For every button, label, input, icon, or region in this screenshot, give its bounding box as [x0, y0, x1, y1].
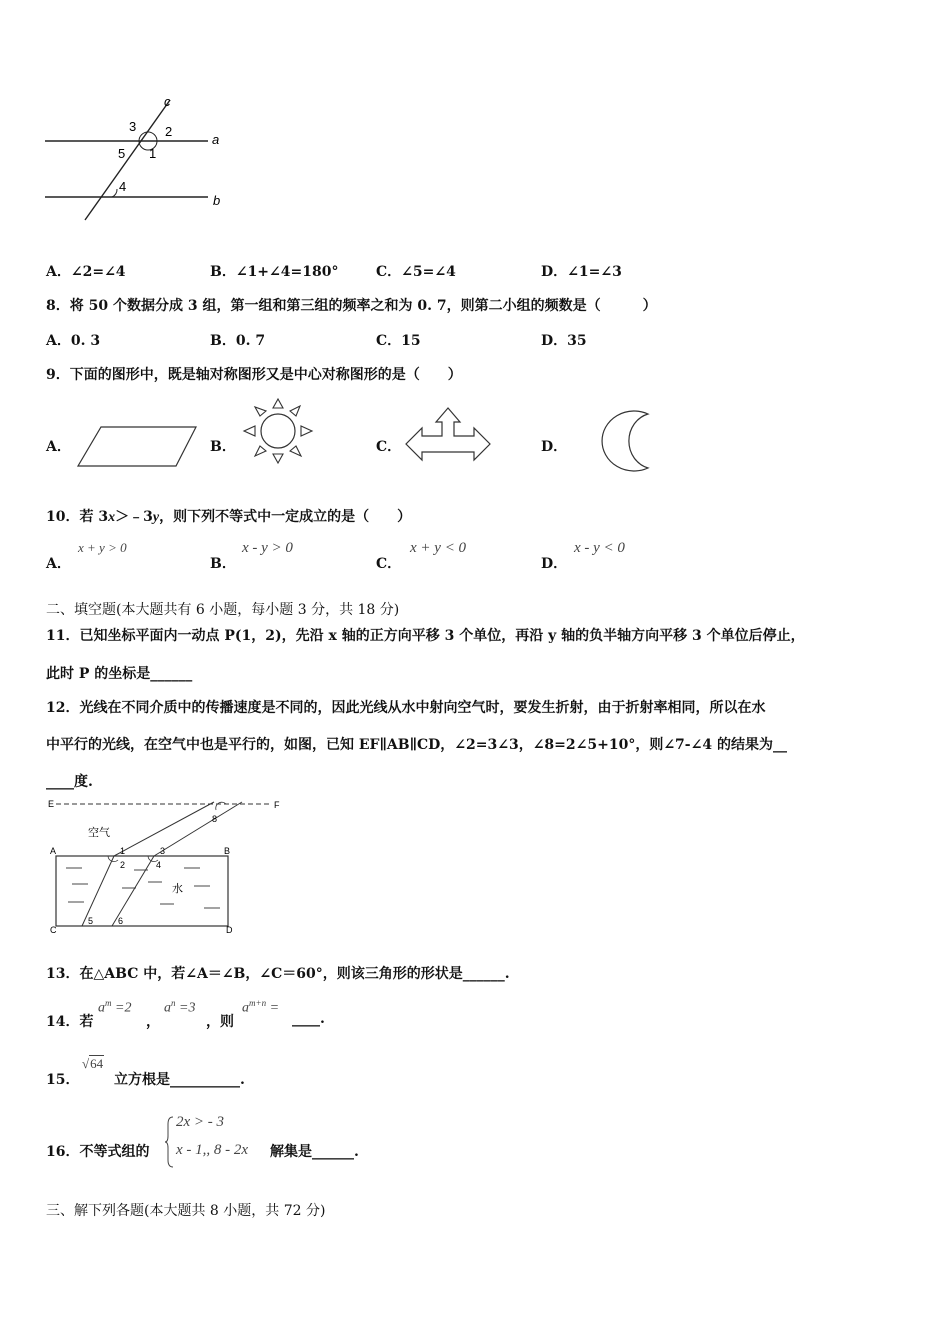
brace-icon: [164, 1116, 174, 1168]
q16-row2: x - 1,, 8 - 2x: [176, 1142, 249, 1158]
q8-option-a: A．0. 3: [46, 333, 101, 349]
fig12-label-air: 空气: [88, 827, 110, 839]
q16-post: 解集是______.: [270, 1144, 359, 1160]
q13-text: 13．在△ABC 中，若∠A＝∠B，∠C＝60°，则该三角形的形状是______.: [46, 966, 510, 982]
q8-option-b: B．0. 7: [210, 333, 266, 349]
fig12-label-3: 3: [160, 846, 166, 856]
label-b: b: [213, 193, 221, 208]
label-2: 2: [165, 124, 173, 139]
section-2-heading: 二、填空题(本大题共有 6 小题，每小题 3 分，共 18 分): [46, 602, 400, 618]
label-c: c: [164, 94, 171, 109]
refraction-figure: [44, 796, 284, 938]
q14-expr3: $a^{m+n}$ =: [242, 998, 280, 1016]
label-5: 5: [118, 146, 126, 161]
parallelogram-figure: [76, 425, 200, 469]
parallel-lines-figure: [40, 92, 240, 232]
q14-num: 14．若: [46, 1014, 94, 1030]
q12-line3: ____度.: [46, 774, 93, 790]
q7-option-d: D．∠1=∠3: [541, 264, 622, 280]
q9-option-b: B．: [210, 439, 236, 455]
q10-stem: 10．若 3x＞﹣3y，则下列不等式中一定成立的是（ ）: [46, 509, 412, 525]
fig12-label-1: 1: [120, 846, 126, 856]
q10-option-b-expr: x - y > 0: [242, 540, 293, 556]
arrows-figure: [404, 406, 492, 468]
q11-line2: 此时 P 的坐标是______: [46, 666, 193, 682]
fig12-label-c: C: [50, 925, 57, 935]
q7-option-b: B．∠1+∠4=180°: [210, 264, 339, 280]
label-3: 3: [129, 119, 137, 134]
q14-sep: ，: [146, 1014, 160, 1030]
sun-figure: [238, 396, 318, 466]
q7-option-a: A．∠2=∠4: [46, 264, 126, 280]
q15-num: 15．: [46, 1072, 80, 1088]
q15-sqrt: √64: [82, 1056, 104, 1071]
q10-option-d-label: D．: [541, 556, 568, 572]
q9-option-c: C．: [376, 439, 402, 455]
q14-expr1: $a^m =2$: [98, 998, 132, 1016]
fig12-label-8: 8: [212, 814, 218, 824]
fig12-label-4: 4: [156, 860, 162, 870]
label-1: 1: [149, 146, 157, 161]
label-4: 4: [119, 179, 127, 194]
fig12-label-5: 5: [88, 916, 94, 926]
q9-option-d: D．: [541, 439, 568, 455]
fig12-label-f: F: [274, 800, 280, 810]
q16-num: 16．不等式组的: [46, 1144, 150, 1160]
q12-line2: 中平行的光线，在空气中也是平行的，如图，已知 EF∥AB∥CD，∠2=3∠3，∠8=2∠5+10°，则∠7-∠4 的结果为__: [46, 737, 787, 753]
q10-option-a-label: A．: [46, 556, 71, 572]
q10-option-c-label: C．: [376, 556, 402, 572]
q15-post: 立方根是__________.: [114, 1072, 245, 1088]
q11-line1: 11．已知坐标平面内一动点 P(1，2)，先沿 x 轴的正方向平移 3 个单位，再沿 y 轴的负半轴方向平移 3 个单位后停止，: [46, 628, 805, 644]
fig12-label-a: A: [50, 846, 57, 856]
q8-option-c: C．15: [376, 333, 421, 349]
fig12-label-b: B: [224, 846, 231, 856]
q9-option-a: A．: [46, 439, 71, 455]
section-3-heading: 三、解下列各题(本大题共 8 小题，共 72 分): [46, 1203, 326, 1219]
q16-row1: 2x > - 3: [176, 1114, 225, 1130]
q9-stem: 9．下面的图形中，既是轴对称图形又是中心对称图形的是（ ）: [46, 367, 462, 383]
q10-option-d-expr: x - y < 0: [574, 540, 625, 556]
q14-expr2: $a^n =3$: [164, 998, 196, 1016]
q14-then: ，则: [206, 1014, 234, 1030]
label-a: a: [212, 132, 220, 147]
q14-blank: ____.: [292, 1011, 325, 1027]
crescent-figure: [570, 410, 660, 472]
fig12-label-6: 6: [118, 916, 124, 926]
q8-stem: 8．将 50 个数据分成 3 组，第一组和第三组的频率之和为 0. 7，则第二小组的频数是（ ）: [46, 298, 657, 314]
q7-option-c: C．∠5=∠4: [376, 264, 456, 280]
q12-line1: 12．光线在不同介质中的传播速度是不同的，因此光线从水中射向空气时，要发生折射，由于折射率相同，所以在水: [46, 700, 766, 716]
q8-option-d: D．35: [541, 333, 587, 349]
q10-option-a-expr: x + y > 0: [78, 540, 127, 555]
fig12-label-e: E: [48, 799, 55, 809]
fig12-label-2: 2: [120, 860, 126, 870]
fig12-label-water: 水: [172, 883, 183, 895]
q10-option-b-label: B．: [210, 556, 236, 572]
fig12-label-d: D: [226, 925, 233, 935]
q10-option-c-expr: x + y < 0: [410, 540, 467, 556]
